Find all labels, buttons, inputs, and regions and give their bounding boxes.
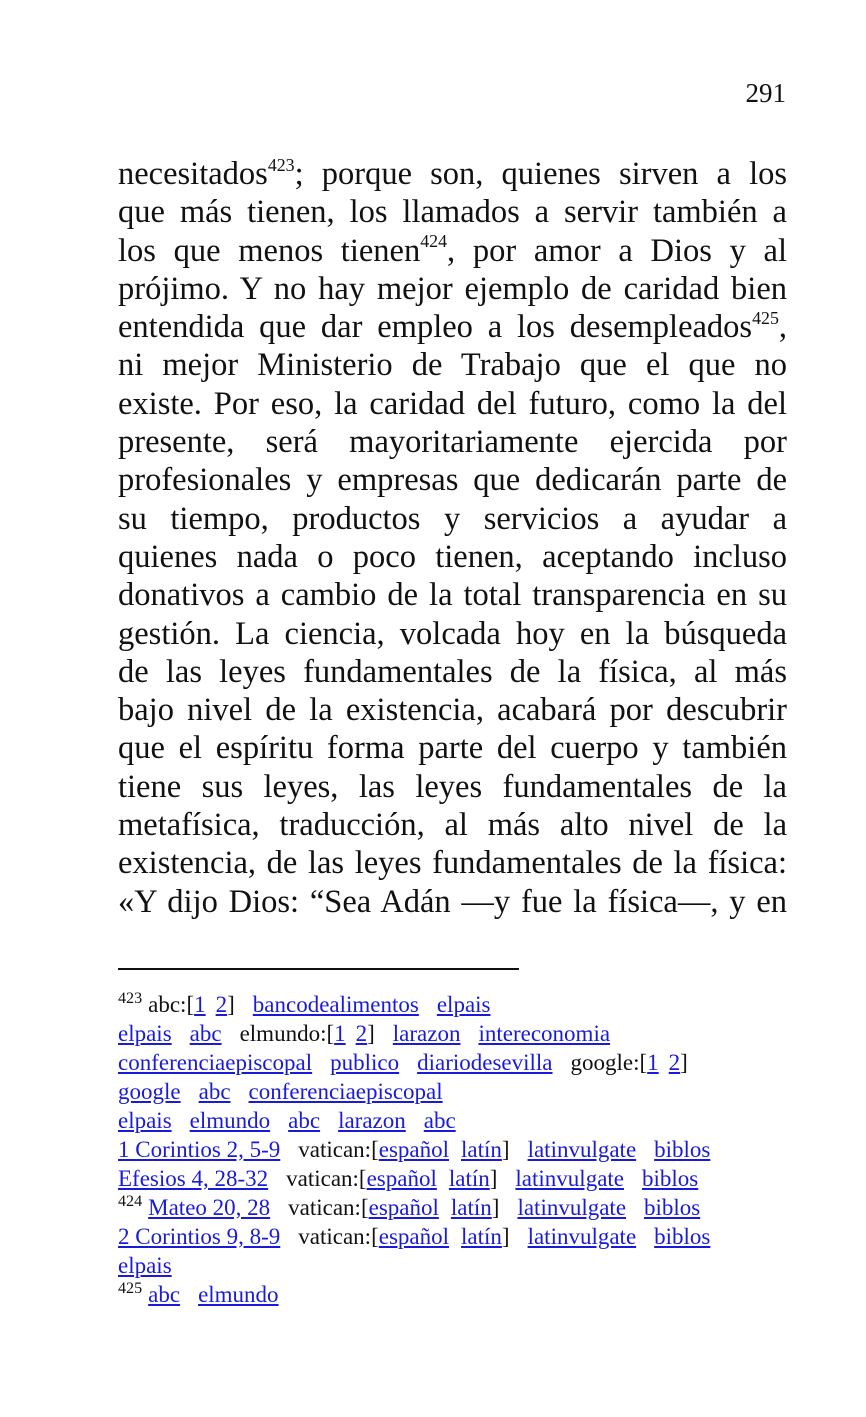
footnote-link[interactable]: bancodealimentos (252, 992, 419, 1017)
footnote-link[interactable]: elmundo (198, 1282, 279, 1307)
footnote-number: 423 (118, 990, 143, 1008)
footnote-link[interactable]: 1 (647, 1050, 659, 1075)
footnote-line (118, 1280, 818, 1309)
footnote-link[interactable]: google (118, 1079, 181, 1104)
body-line: «Y dijo Dios: “Sea Adán —y fue la física—, y en (118, 883, 787, 920)
footnote-line (118, 1164, 818, 1193)
footnote-number: 425 (118, 1280, 143, 1298)
body-line: existencia, de las leyes fundamentales de la física: (118, 845, 787, 882)
footnote-line (118, 1019, 818, 1048)
footnote-marker[interactable]: 423 (267, 154, 295, 175)
footnote-link[interactable]: Efesios 4, 28-32 (118, 1166, 269, 1191)
footnote-link[interactable]: elpais (118, 1108, 172, 1133)
footnote-link[interactable]: latín (461, 1224, 502, 1249)
body-line: que el espíritu forma parte del cuerpo y también (118, 730, 787, 767)
body-line: bajo nivel de la existencia, acabará por descubrir (118, 692, 787, 729)
footnote-link[interactable]: abc (288, 1108, 321, 1133)
footnote-marker[interactable]: 424 (420, 231, 448, 252)
body-line: su tiempo, productos y servicios a ayudar a (118, 500, 787, 537)
footnote-link[interactable]: latinvulgate (527, 1137, 637, 1162)
footnote-link[interactable]: abc (198, 1079, 231, 1104)
footnote-text: vatican:[ (288, 1195, 369, 1220)
footnote-link[interactable]: 2 (355, 1021, 368, 1046)
footnote-line (118, 990, 818, 1019)
footnote-link[interactable]: biblos (654, 1224, 711, 1249)
body-line: que más tienen, los llamados a servir también a (118, 194, 787, 231)
body-text (118, 155, 787, 921)
footnote-link[interactable]: latín (450, 1195, 492, 1220)
footnote-text: ] (501, 1224, 510, 1249)
footnote-line (118, 1135, 818, 1164)
footnote-link[interactable]: español (378, 1224, 450, 1249)
footnote-text: ] (367, 1021, 375, 1046)
footnote-link[interactable]: 1 (194, 992, 206, 1017)
footnote-line (118, 1193, 818, 1222)
footnote-link[interactable]: biblos (642, 1166, 699, 1191)
footnote-link[interactable]: 2 (668, 1050, 681, 1075)
footnote-link[interactable]: elmundo (189, 1108, 271, 1133)
footnote-link[interactable]: latín (461, 1137, 502, 1162)
footnote-link[interactable]: español (378, 1137, 450, 1162)
body-line: entendida que dar empleo a los desempleados$^{425}$, (118, 307, 787, 346)
footnote-text: google:[ (570, 1050, 648, 1075)
footnote-text: vatican:[ (286, 1166, 367, 1191)
page-number: 291 (745, 78, 786, 108)
footnote-link[interactable]: latín (448, 1166, 490, 1191)
footnote-link[interactable]: español (368, 1195, 439, 1220)
footnote-text: ] (227, 992, 235, 1017)
footnote-link[interactable]: abc (189, 1021, 222, 1046)
footnote-link[interactable]: diariodesevilla (417, 1050, 553, 1075)
body-line: profesionales y empresas que dedicarán parte de (118, 462, 787, 499)
footnote-link[interactable]: biblos (654, 1137, 711, 1162)
footnote-link[interactable]: biblos (644, 1195, 701, 1220)
body-line: quienes nada o poco tienen, aceptando incluso (118, 538, 787, 575)
footnote-line (118, 1251, 818, 1280)
footnote-text: vatican:[ (298, 1137, 379, 1162)
body-line: prójimo. Y no hay mejor ejemplo de caridad bien (118, 270, 787, 307)
body-line: de las leyes fundamentales de la física, al más (118, 653, 787, 690)
footnote-divider (118, 968, 519, 970)
footnote-link[interactable]: 2 (215, 992, 228, 1017)
footnote-link[interactable]: elpais (118, 1253, 172, 1278)
footnote-text: ] (501, 1137, 510, 1162)
footnote-marker[interactable]: 425 (752, 307, 779, 328)
footnote-link[interactable]: 2 Corintios 9, 8-9 (118, 1224, 281, 1249)
body-line: presente, será mayoritariamente ejercida por (118, 424, 787, 461)
body-line: existe. Por eso, la caridad del futuro, como la del (118, 385, 787, 422)
body-line: gestión. La ciencia, volcada hoy en la búsqueda (118, 615, 787, 652)
footnote-text: ] (489, 1166, 498, 1191)
body-line: metafísica, traducción, al más alto nivel de la (118, 807, 787, 844)
footnote-text: ] (491, 1195, 500, 1220)
footnotes (118, 990, 818, 1309)
footnote-text: ] (680, 1050, 688, 1075)
footnote-line (118, 1222, 818, 1251)
footnote-link[interactable]: latinvulgate (515, 1166, 624, 1191)
body-line: necesitados$^{423}$; porque son, quienes sirven a los (118, 154, 787, 192)
footnote-link[interactable]: 1 (334, 1021, 346, 1046)
footnote-number: 424 (118, 1193, 143, 1211)
body-line: ni mejor Ministerio de Trabajo que el que no (118, 347, 787, 384)
footnote-link[interactable]: conferenciaepiscopal (118, 1050, 313, 1075)
footnote-link[interactable]: latinvulgate (517, 1195, 627, 1220)
footnote-link[interactable]: 1 Corintios 2, 5-9 (118, 1137, 281, 1162)
footnote-link[interactable]: larazon (338, 1108, 406, 1133)
footnote-link[interactable]: abc (148, 1282, 181, 1307)
footnote-line (118, 1106, 818, 1135)
footnote-line (118, 1077, 818, 1106)
footnote-link[interactable]: abc (423, 1108, 456, 1133)
footnote-link[interactable]: latinvulgate (527, 1224, 637, 1249)
footnote-line (118, 1048, 818, 1077)
footnote-link[interactable]: elpais (436, 992, 491, 1017)
footnote-link[interactable]: español (366, 1166, 437, 1191)
footnote-link[interactable]: larazon (392, 1021, 461, 1046)
body-line: tiene sus leyes, las leyes fundamentales de la (118, 768, 787, 805)
footnote-text: vatican:[ (298, 1224, 379, 1249)
footnote-text: elmundo:[ (239, 1021, 335, 1046)
footnote-link[interactable]: publico (330, 1050, 400, 1075)
body-line: donativos a cambio de la total transparencia en su (118, 577, 787, 614)
footnote-link[interactable]: intereconomia (478, 1021, 611, 1046)
footnote-link[interactable]: elpais (118, 1021, 172, 1046)
footnote-link[interactable]: Mateo 20, 28 (148, 1195, 271, 1220)
footnote-text: abc:[ (148, 992, 195, 1017)
body-line: los que menos tienen$^{424}$, por amor a Dios y al (118, 231, 787, 269)
footnote-link[interactable]: conferenciaepiscopal (248, 1079, 443, 1104)
